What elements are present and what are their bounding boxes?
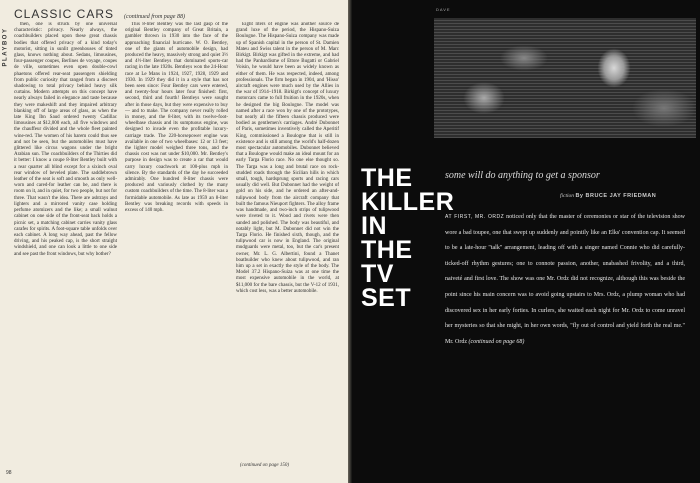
body-text: noticed only that the master of ceremonies or star of the television show wore a bad toupee, one that swept up suddenly and pointily like an Elks' convention cap. It seemed to be a late-hour "talk" arrangement, leading off with a singer named Connie who did carefully-ticked-off rhythm gestures; one to connote passion, another, unabashed frivolity, and a third, naiveté and first love. The show was one Mr. Ordz did not recognize, although this was beside the point since his main concern was to avoid going upstairs to Mrs. Ordz, a plump woman who had discovered sex in her early forties. In curlers, she waited each night for Mr. Ordz to come unravel her mysteries so that she might, in her own words, "fly out of control and yield forth the real me." Mr. Ordz [445, 214, 685, 345]
article-columns [14, 22, 344, 466]
column-2: This 8-liter Bentley was the last gasp of the original Bentley company of Great Britain, a gambler thrown in 1930 into the face of the approaching financial hurricane. W. O. Bentley, one of the giants of automobile design, had produced the heavy, massively strong and quiet 3½ and 4½-liter Bentleys that dominated sports-car racing in the late 1920s. Bentleys won the 24-Hour race at Le Mans in 1924, 1927, 1928, 1929 and 1930. In 1929 they did it in a style that has not been seen since: Four Bentley cars were entered, and twenty-four hours later four finished: first, second, third and fourth! Bentleys were sought after in those days, but they were expensive to buy — and to make. The company never really rolled in money, and the 8-liter, with its twelve-foot-wheelbase chassis and its sumptuous engine, was designed to invade even the profitable luxury-carriage trade. The 220-horsepower engine was available in one of two wheelbases: 12 or 13 feet; the lighter model weighed three tons, and the chassis cost was not under $10,000. Mr. Bentley's purpose in design was to create a car that would carry luxury coachwork at 100-plus mph in silence. By the standards of the day he succeeded admirably. One hundred 8-liter chassis were produced and variously clothed by the many custom coachbuilders of the time. The 8-liter was a formidable automobile. As late as 1959 an 8-liter Bentley was breaking records with speeds in excess of 140 mph. [125, 22, 228, 214]
story-dek: some will do anything to get a sponsor [445, 170, 600, 181]
story-body [445, 210, 685, 475]
continued-on-right: (continued on page 68) [468, 338, 525, 345]
story-headline: THE KILLER IN THE TV SET [361, 164, 455, 312]
gutter [348, 0, 352, 483]
continued-from: (continued from page 88) [124, 14, 185, 20]
photo-credit: DAVE [436, 7, 451, 12]
continued-on-left: (continued on page 150) [240, 463, 290, 468]
byline: fiction By BRUCE JAY FRIEDMAN [560, 193, 657, 199]
section-header [14, 5, 340, 21]
column-3: Eight liters of engine was another source de grand luxe of the period, the Hispano-Suiza Boulogne. The Hispano-Suiza company was made up of Spanish capital in the person of St. Damien Mateu and Swiss talent in the person of M. Marc Birkigt. Birkigt was gifted in the extreme, and had had the Panhardisme of Ettore Bugatti or Gabriel Voisin, he would have been as widely known as either of them. He was respected, indeed, among professionals. The firm began in 1904, and 'Hisso' aircraft engines were much used by the Allies in the war of 1914–1918. Birkigt's concept of luxury motorcars came to full fruition in the 1920s, when he designed the big Boulogne. The model was named after a race won by one of the prototypes, but nearly all the fifteen chassis produced were bodied as gentlemen's carriages. André Dubonnet of Paris, sometimes inventively called the Aperitif King, commissioned a Boulogne that is still in existence and is still among the world's half-dozen most spectacular automobiles. Dubonnet believed that a Boulogne would make an ideal mount for an early Targa Florio race. No one else thought so. The Targa was a long and brutal race on rock-studded roads through the Sicilian hills in which small, tough, hardsprung sports and racing cars usually did well. But Dubonnet had the weight of gold on his side, and he ordered an after-and-tulipwood body from the aircraft company that built the famous Nieuport fighters. The alloy frame was handmade, and two-inch strips of tulipwood were riveted to it. Wood and rivets were then sanded and polished. The body was beautiful, and notably light, but M. Dubonnet did not win the Targa Florio. He finished sixth, though, and the tulipwood car is now in England. The original mudguards were metal, too, but the car's present owner, Mr. L. G. Albertini, found a Thanet boatbuilder who knew about tulipwood, and ran him up a set in exactly the style of the body. The Model 37.2 Hispano-Suiza was at one time the most expensive automobile in the world, at $11,000 for the bare chassis, but the V-12 of 1931, which cost less, was a better automobile. [236, 22, 339, 294]
section-title: CLASSIC CARS [14, 7, 115, 21]
spine-label: PLAYBOY [2, 27, 9, 67]
halftone-photo [434, 18, 696, 138]
right-page [350, 0, 700, 483]
lead-in: AT FIRST, MR. ORDZ [445, 214, 505, 220]
page-number: 98 [6, 470, 12, 476]
column-1: then, one is struck by one universal characteristic: privacy. Nearly always, the coachbuilders placed upon these great chassis bodies that offered privacy of a kind today's motorist, sitting in sunlit greenhouses of tinted glass, knows nothing about. Sedans, limousines, four-passenger coupes, Berlines de voyage, coupes de ville, sometimes even open double-cowl phaetons offered rear-seat passengers shielding from public curiosity that ranged from a discreet shadowing to total privacy behind heavy silk curtains. Modern attempts on this concept have nearly always failed in elegance and taste because they were makeshift and they impaired arbitrary blanking off of large areas of glass, as when the late King Ibn Saud ordered twenty Cadillac limousines at $12,000 each, all five windows and the chauffeur divided and the whole fleet painted wine-red. The women of his harem could thus see and not be seen, but the automobiles must have glittered like circus wagons under the bright Arabian sun. The coachbuilders of the Thirties did it better: I know a coupe 8-liter Bentley built with a rear quarter all blind except for a sixinch oval rear window of beveled plate. The saddlebrown leather of the seat is soft and smooth as only well-worn and cared-for leather can be, and there is room on it, and in quiet, for two people, but not for three. That wasn't the idea. There are ashtrays and lighters and a mirrored vanity case holding perfume atomizers and the like; a small walnut cabinet on one side of the front-seat back holds a picnic set, a matching cabinet carries vanity glass carafes for spirits. A foot-square table unfolds over each cabinet. A long way ahead, past the fellow driving, and his peaked cap, is the short straight windshield, and one can look a little to one side and see past the front windows, but why bother? [14, 22, 117, 257]
author-name: By BRUCE JAY FRIEDMAN [575, 193, 657, 199]
